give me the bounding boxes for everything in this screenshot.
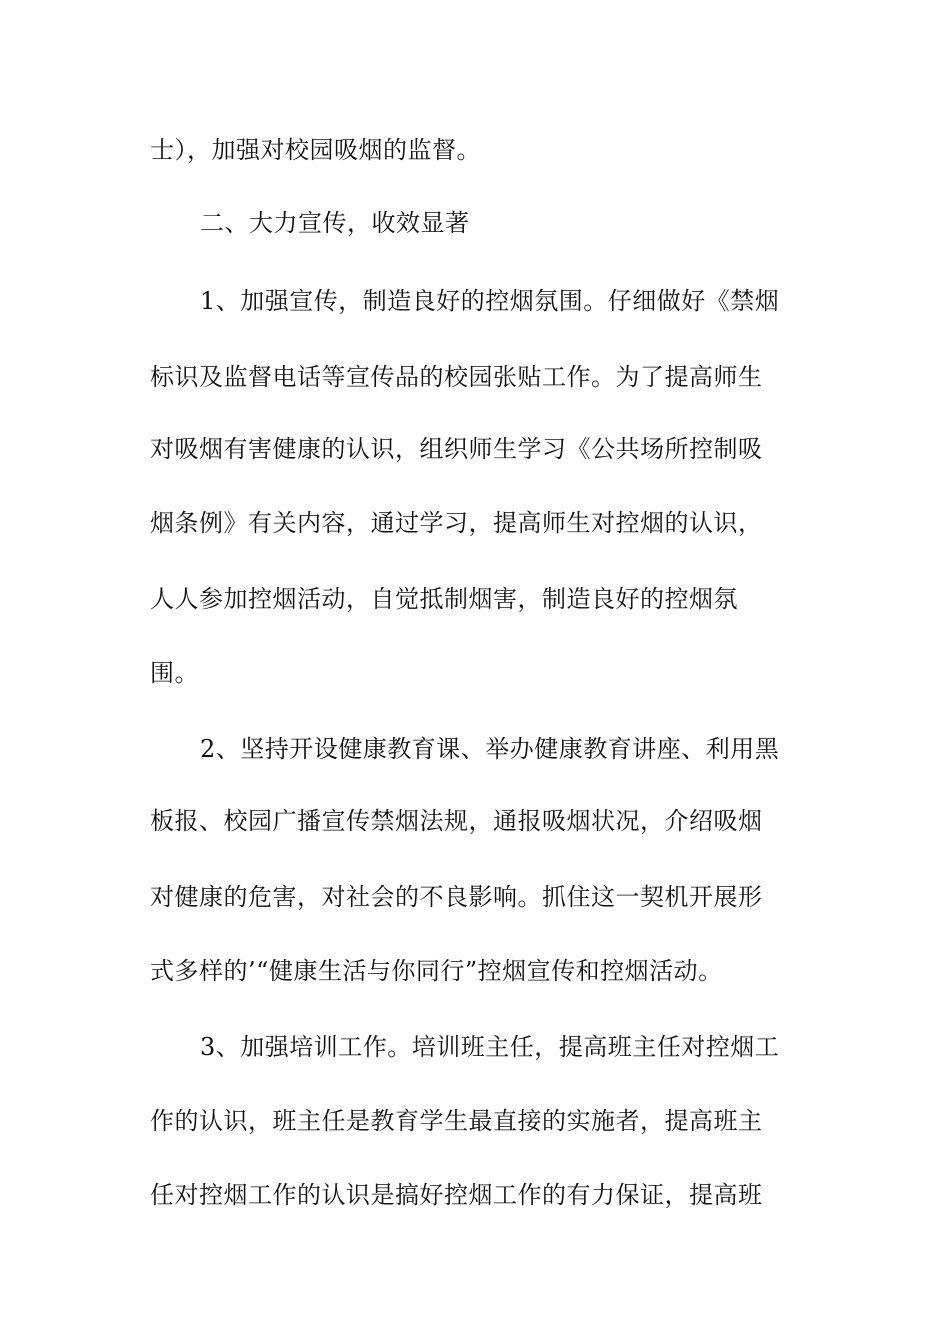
text-line: 作的认识，班主任是教育学生最直接的实施者，提高班主: [150, 1107, 763, 1135]
text-line: 2、坚持开设健康教育课、举办健康教育讲座、利用黑: [200, 735, 780, 763]
text-line: 对健康的危害，对社会的不良影响。抓住这一契机开展形: [150, 883, 763, 911]
text-line: 人人参加控烟活动，自觉抵制烟害，制造良好的控烟氛: [150, 585, 738, 613]
section-heading: 二、大力宣传，收效显著: [200, 209, 470, 237]
text-line: 1、加强宣传，制造良好的控烟氛围。仔细做好《禁烟: [200, 287, 780, 315]
text-line: 烟条例》有关内容，通过学习，提高师生对控烟的认识，: [150, 509, 763, 537]
text-line: 3、加强培训工作。培训班主任，提高班主任对控烟工: [200, 1033, 780, 1061]
text-line: 板报、校园广播宣传禁烟法规，通报吸烟状况，介绍吸烟: [150, 807, 763, 835]
text-line: 标识及监督电话等宣传品的校园张贴工作。为了提高师生: [150, 363, 763, 391]
text-line: 对吸烟有害健康的认识，组织师生学习《公共场所控制吸: [150, 435, 763, 463]
text-line: 围。: [150, 659, 199, 687]
text-line: 任对控烟工作的认识是搞好控烟工作的有力保证，提高班: [150, 1181, 763, 1209]
text-line: 士），加强对校园吸烟的监督。: [150, 136, 481, 164]
text-line: 式多样的’“健康生活与你同行”控烟宣传和控烟活动。: [150, 957, 723, 985]
